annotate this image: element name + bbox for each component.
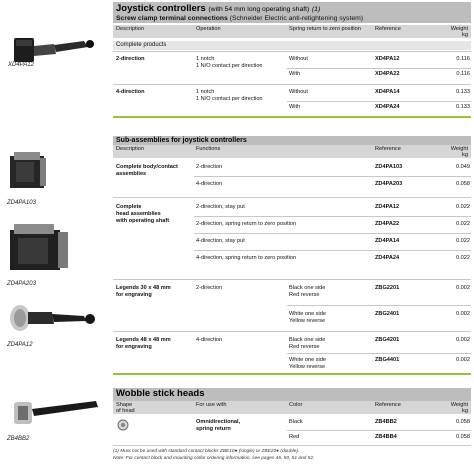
s1-row1-operation-1: 1 notch [196,56,215,62]
s1-row4-weight: 0.133 [456,104,470,110]
s3-header-use: For use with [196,402,227,408]
s2-header-weight: Weight [450,146,468,152]
s1-row3-operation-2: 1 N/O contact per direction [196,96,263,102]
s1-row3-weight: 0.133 [456,89,470,95]
section2-column-header [113,145,471,158]
s2-row2-function: 4-direction [196,181,223,187]
s2-row4-weight: 0.022 [456,221,470,227]
s2-legend3-color-1: Black one side [289,337,326,343]
head-assembly-photo [6,300,102,334]
section1-title-bar [113,2,471,14]
s2-row6-reference: ZD4PA24 [375,255,400,261]
s2-row3-weight: 0.022 [456,204,470,210]
s2-row6-function: 4-direction, spring return to zero position [196,255,297,261]
s2-row3-description-3: with operating shaft [116,218,170,224]
body-contact-assembly-4dir-photo [4,222,74,274]
section2-bottom-rule [113,373,471,375]
s1-row1-description: 2-direction [116,56,145,62]
s2-row4-reference: ZD4PA22 [375,221,400,227]
caption-zd4pa203: ZD4PA203 [7,281,36,287]
s3-row1-reference: ZB4BB2 [375,419,397,425]
s2-row1-reference: ZD4PA103 [375,164,403,170]
header-operation: Operation [196,26,221,32]
s2-legend4-weight: 0.002 [456,357,470,363]
s3-header-shape-1: Shape [116,402,133,408]
header-spring: Spring return to zero position [289,26,361,32]
section1-column-header [113,25,471,38]
s2-row4-function: 2-direction, spring return to zero position [196,221,297,227]
section1-bottom-rule [113,116,471,118]
s2-legend3-function: 4-direction [196,337,223,343]
s2-legend2-color-2: Yellow reverse [289,318,326,324]
s3-row2-weight: 0.058 [456,434,470,440]
s2-row2-reference: ZD4PA203 [375,181,403,187]
s2-row3-reference: ZD4PA12 [375,204,400,210]
section1-subtitle-bar [113,14,471,23]
s3-header-color: Color [289,402,303,408]
s2-legend1-weight: 0.002 [456,285,470,291]
s3-row2-reference: ZB4BB4 [375,434,397,440]
s1-row1-operation-2: 1 N/O contact per direction [196,63,263,69]
s2-row1-description-1: Complete body/contact [116,164,178,170]
s3-row1-color: Black [289,419,303,425]
s1-row3-description: 4-direction [116,89,145,95]
s2-row1-weight: 0.049 [456,164,470,170]
caption-zb4bb2: ZB4BB2 [7,436,30,442]
body-contact-assembly-photo [6,150,50,192]
s2-header-description: Description [116,146,144,152]
s3-header-weight-unit: kg [462,408,468,414]
section2-title: Sub-assemblies for joystick controllers [116,137,247,144]
s2-legend3-weight: 0.002 [456,337,470,343]
s2-row3-description-1: Complete [116,204,142,210]
section3-column-header [113,401,471,414]
s1-row2-weight: 0.116 [456,71,470,77]
s2-row1-description-2: assemblies [116,171,147,177]
s2-header-weight-unit: kg [462,152,468,158]
section2-title-bar [113,136,471,145]
s3-header-shape-2: of head [116,408,135,414]
s3-row2-color: Red [289,434,300,440]
s2-legend3-color-2: Red reverse [289,344,320,350]
s1-row1-reference: XD4PA12 [375,56,400,62]
s1-row2-reference: XD4PA22 [375,71,400,77]
s2-legend1-description-2: for engraving [116,292,152,298]
footnote-1: (1) Must not be used with standard contact blocks ZBE10● (single) or ZBE20● (double). [113,449,300,454]
s1-row4-spring: With [289,104,301,110]
s2-row3-description-2: head assemblies [116,211,161,217]
s2-row5-reference: ZD4PA14 [375,238,400,244]
section1-title-note: (1) [311,6,321,13]
s2-row3-function: 2-direction, stay put [196,204,245,210]
s3-header-weight: Weight [450,402,468,408]
wobble-stick-head-photo [8,394,104,432]
s2-header-functions: Functions [196,146,221,152]
s3-use-1: Omnidirectional, [196,419,241,425]
s2-legend1-function: 2-direction [196,285,223,291]
s1-row4-reference: XD4PA24 [375,104,400,110]
header-description: Description [116,26,144,32]
section1-title: Joystick controllers [116,3,206,14]
round-head-icon [117,419,129,431]
section1-group-label: Complete products [113,41,471,50]
s1-row3-reference: XD4PA14 [375,89,400,95]
header-weight-unit: kg [462,32,468,38]
s2-legend2-color-1: White one side [289,311,327,317]
s1-row3-operation-1: 1 notch [196,89,215,95]
s2-legend3-description-1: Legends 48 x 48 mm [116,337,171,343]
s2-row5-weight: 0.022 [456,238,470,244]
s2-legend4-color-1: White one side [289,357,327,363]
section3-title: Wobble stick heads [116,388,205,399]
s2-row6-weight: 0.022 [456,255,470,261]
caption-zd4pa12: ZD4PA12 [7,342,33,348]
caption-zd4pa103: ZD4PA103 [7,200,36,206]
s2-row2-weight: 0.058 [456,181,470,187]
s1-row2-spring: With [289,71,301,77]
section3-title-bar [113,388,471,401]
s2-legend1-description-1: Legends 30 x 48 mm [116,285,171,291]
section1-title-suffix: (with 54 mm long operating shaft) [208,6,310,13]
section1-subtitle: Screw clamp terminal connections [116,15,228,22]
s2-legend4-reference: ZBG4401 [375,357,400,363]
s1-row1-weight: 0.116 [456,56,470,62]
footnote-2: Note: For contact block and mounting collar ordering information, see pages 46, 50, 51 and 52. [113,456,315,461]
header-weight: Weight [450,26,468,32]
caption-xd4pa12: XD4PA12 [8,62,34,68]
s2-legend1-color-1: Black one side [289,285,326,291]
s3-row1-weight: 0.058 [456,419,470,425]
s3-header-reference: Reference [375,402,401,408]
s2-header-reference: Reference [375,146,401,152]
s2-legend4-color-2: Yellow reverse [289,364,326,370]
s1-row1-spring: Without [289,56,308,62]
header-reference: Reference [375,26,401,32]
s2-legend1-color-2: Red reverse [289,292,320,298]
s2-legend3-reference: ZBG4201 [375,337,400,343]
s2-legend2-weight: 0.002 [456,311,470,317]
s1-row3-spring: Without [289,89,308,95]
s3-use-2: spring return [196,426,231,432]
section1-subtitle-suffix: (Schneider Electric anti-retightening system) [229,15,364,22]
s2-row5-function: 4-direction, stay put [196,238,245,244]
s2-legend1-reference: ZBG2201 [375,285,400,291]
s2-legend3-description-2: for engraving [116,344,152,350]
s2-row1-function: 2-direction [196,164,223,170]
s2-legend2-reference: ZBG2401 [375,311,400,317]
